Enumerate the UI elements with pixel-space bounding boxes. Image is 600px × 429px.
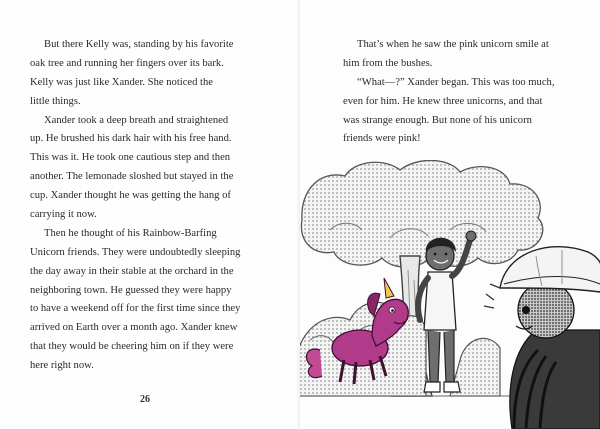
text-line: little things. [30, 95, 81, 107]
text-line: “What—?” Xander began. This was too much, [357, 76, 555, 88]
text-line: that they would be cheering him on if they were [30, 341, 234, 353]
text-line: the day away in their stable at the orchard in the [30, 265, 234, 277]
xander-figure [500, 247, 600, 429]
text-line: to have a weekend off for the first time since they [30, 303, 241, 315]
text-line: Unicorn friends. They were undoubtedly sleeping [30, 246, 241, 258]
text-line: here right now. [30, 360, 94, 372]
text-line: But there Kelly was, standing by his favorite [44, 39, 234, 50]
text-line: cup. Xander thought he was getting the hang of [30, 190, 231, 202]
illustration [300, 160, 600, 429]
text-line: Then he thought of his Rainbow-Barfing [44, 227, 217, 239]
text-line: oak tree and running her fingers over its bark. [30, 57, 224, 69]
text-line: friends were pink! [343, 133, 421, 145]
surprise-marks [484, 284, 500, 308]
text-line: was strange enough. But none of his unicorn [343, 114, 532, 126]
text-line: even for him. He knew three unicorns, and that [343, 95, 543, 107]
text-line: Kelly was just like Xander. She noticed the [30, 76, 213, 88]
right-text-column [343, 36, 575, 149]
text-line: another. The lemonade sloshed but stayed in the [30, 171, 234, 183]
text-line: Xander took a deep breath and straightened [44, 114, 229, 126]
page-number: 26 [140, 394, 150, 405]
text-line: That’s when he saw the pink unicorn smile at [357, 39, 549, 50]
text-line: arrived on Earth over a month ago. Xander knew [30, 322, 238, 334]
text-line: up. He brushed his dark hair with his free hand. [30, 133, 232, 145]
left-text-column [30, 36, 262, 376]
text-line: carrying it now. [30, 209, 97, 221]
text-line: neighboring town. He guessed they were happy [30, 284, 232, 296]
text-line: This was it. He took one cautious step and then [30, 152, 231, 164]
text-line: him from the bushes. [343, 57, 433, 69]
tree-canopy [301, 160, 542, 267]
